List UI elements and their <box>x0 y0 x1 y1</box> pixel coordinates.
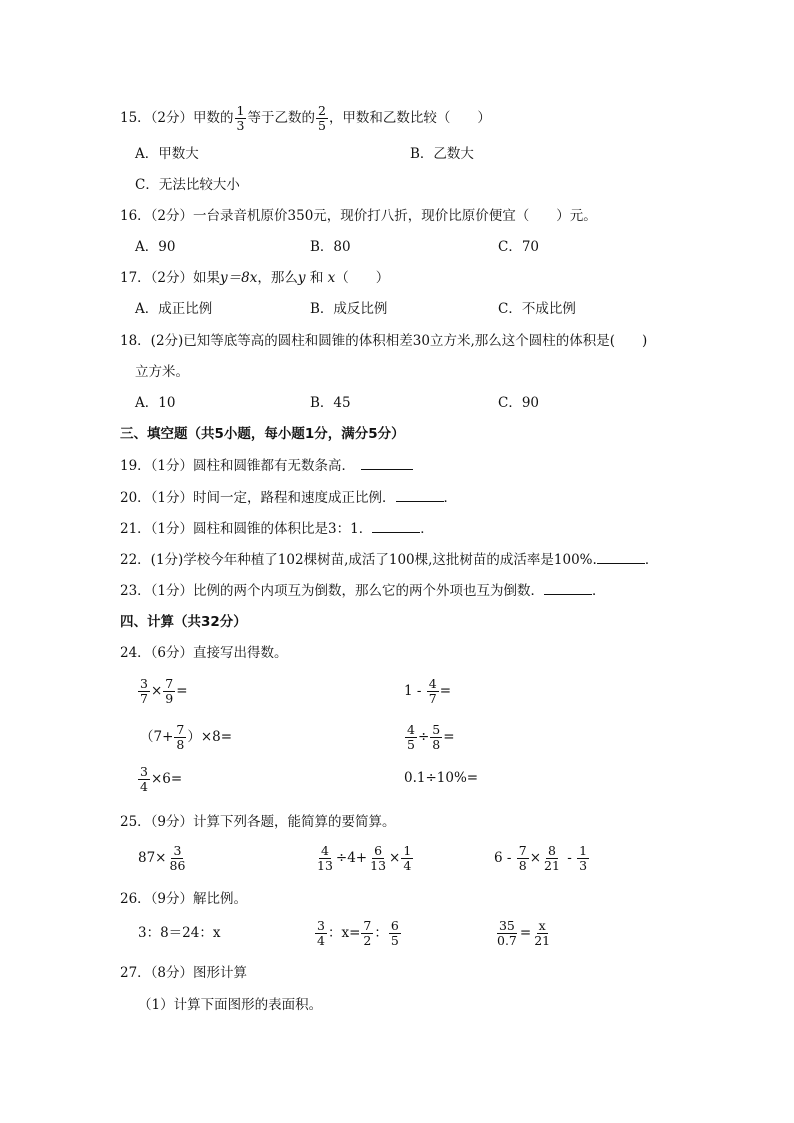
q16-stem: 16．（2分）一台录音机原价350元，现价打八折，现价比原价便宜（ ）元。 <box>120 208 597 224</box>
q16-option-c[interactable]: C．70 <box>498 239 540 255</box>
q17-option-a[interactable]: A．成正比例 <box>135 301 213 317</box>
q15-option-b[interactable]: B．乙数大 <box>410 146 474 162</box>
q22: 22．(1分)学校今年种植了102棵树苗,成活了100棵,这批树苗的成活率是100%. ． <box>120 549 658 570</box>
q24-expr-3: （7+ $\frac{7}{8}$ ）×8= <box>140 722 233 752</box>
q26-title: 26．（9分）解比例。 <box>120 891 248 907</box>
section-heading-fill-blank: 三、填空题（共5小题，每小题1分，满分5分） <box>120 426 405 442</box>
answer-blank[interactable] <box>597 549 645 564</box>
q16-option-b[interactable]: B．80 <box>310 239 351 255</box>
answer-blank[interactable] <box>361 455 413 470</box>
q24-expr-4: $\frac{4}{5}$ ÷ $\frac{5}{8}$ = <box>407 722 455 752</box>
q25-expr-3: 6 - $\frac{7}{8}$ × $\frac{8}{21}$ - $\frac{1}{3}$ <box>494 843 588 873</box>
q18-stem: 18．(2分)已知等底等高的圆柱和圆锥的体积相差30立方米,那么这个圆柱的体积是( ) <box>120 333 648 349</box>
q24-expr-6: 0.1÷10%= <box>404 770 479 786</box>
q26-expr-3: $\frac{35}{0.7}$ = $\frac{x}{21}$ <box>497 918 551 948</box>
q27-title: 27．（8分）图形计算 <box>120 965 248 981</box>
q18-option-b[interactable]: B．45 <box>310 395 351 411</box>
q25-expr-1: 87× $\frac{3}{86}$ <box>138 843 186 873</box>
q27-sub1: （1）计算下面图形的表面积。 <box>138 997 323 1013</box>
q24-expr-5: $\frac{3}{4}$ ×6= <box>140 764 183 794</box>
q26-expr-1: 3：8＝24：x <box>138 925 221 941</box>
q19: 19．（1分）圆柱和圆锥都有无数条高． <box>120 455 413 476</box>
q15-stem: 15．（2分）甲数的 $\frac{1}{3}$ 等于乙数的 $\frac{2}{5}$ ，甲数和乙数比较（ ） <box>120 103 491 133</box>
section-heading-calculation: 四、计算（共32分） <box>120 614 247 630</box>
q17-option-b[interactable]: B．成反比例 <box>310 301 388 317</box>
fraction: $\frac{1}{3}$ <box>236 103 245 133</box>
answer-blank[interactable] <box>372 518 420 533</box>
q21: 21．（1分）圆柱和圆锥的体积比是3：1． ． <box>120 518 434 539</box>
q25-expr-2: $\frac{4}{13}$ ÷4+ $\frac{6}{13}$ × $\frac{1}{4}$ <box>317 843 412 873</box>
fraction: $\frac{2}{5}$ <box>317 103 326 133</box>
q15-option-a[interactable]: A．甲数大 <box>135 146 199 162</box>
q24-title: 24．（6分）直接写出得数。 <box>120 645 288 661</box>
q25-title: 25．（9分）计算下列各题，能简算的要简算。 <box>120 814 396 830</box>
q15-option-c[interactable]: C．无法比较大小 <box>135 177 240 193</box>
q17-option-c[interactable]: C．不成比例 <box>498 301 576 317</box>
q17-stem: 17．（2分）如果y＝8x，那么y 和 x（ ） <box>120 270 390 286</box>
q16-option-a[interactable]: A．90 <box>135 239 176 255</box>
q18-stem-line2: 立方米。 <box>135 364 189 380</box>
q23: 23．（1分）比例的两个内项互为倒数，那么它的两个外项也互为倒数． ． <box>120 580 606 601</box>
answer-blank[interactable] <box>544 580 592 595</box>
answer-blank[interactable] <box>396 487 444 502</box>
q18-option-c[interactable]: C．90 <box>498 395 540 411</box>
q24-expr-1: $\frac{3}{7}$ × $\frac{7}{9}$ = <box>140 676 188 706</box>
q26-expr-2: $\frac{3}{4}$ ：x= $\frac{7}{2}$ ： $\frac{6}{5}$ <box>317 918 399 948</box>
q18-option-a[interactable]: A．10 <box>135 395 176 411</box>
q20: 20．（1分）时间一定，路程和速度成正比例． ． <box>120 487 457 508</box>
q24-expr-2: 1 - $\frac{4}{7}$ = <box>404 676 451 706</box>
